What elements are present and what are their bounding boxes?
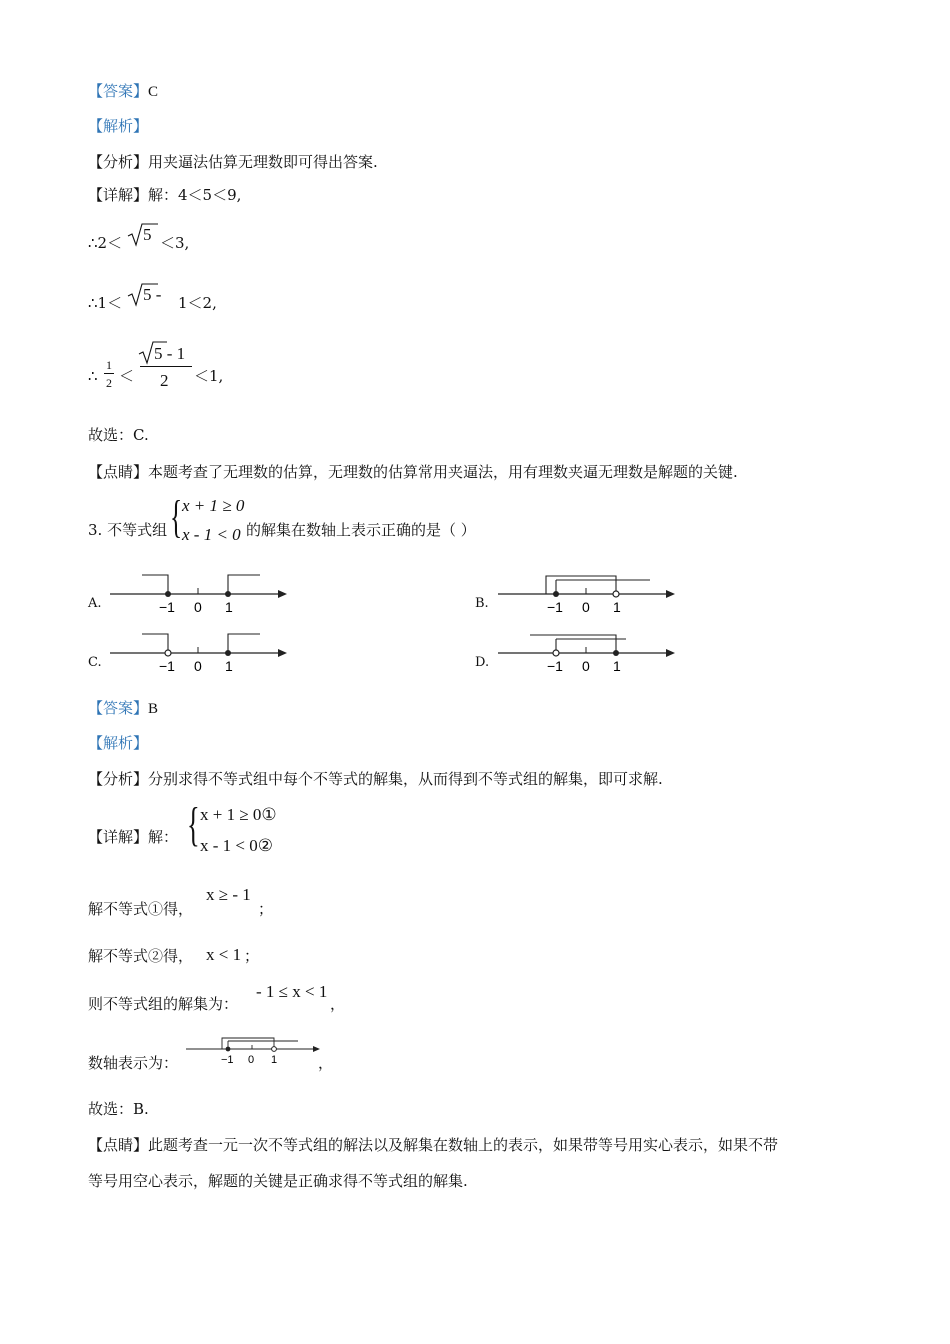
q2-choose: 故选：C. [88,426,149,444]
solve1-math: x ≥ - 1 [206,885,251,904]
step1-radicand: 5 [143,225,152,244]
set-math: - 1 ≤ x < 1 [256,982,328,1001]
q3-xiangjie-line [88,830,178,845]
numerator-radicand: 5 [154,344,163,363]
system-brace: { [187,798,200,851]
fenxi-text: 分别求得不等式组中每个不等式的解集，从而得到不等式组的解集，即可求解. [148,770,663,788]
xiangjie-tag: 【详解】 [88,828,149,846]
half-numerator: 1 [106,358,112,372]
xiangjie-text: 解： [148,828,179,846]
q2-fenxi-line [88,155,378,170]
option-c-label[interactable]: C. [88,655,102,670]
svg-text:1: 1 [613,599,621,615]
svg-text:−1: −1 [221,1054,234,1066]
dianjing-text-2: 等号用空心表示，解题的关键是正确求得不等式组的解集. [88,1172,468,1190]
set-end: ， [330,995,346,1013]
solve1-end: ； [258,900,274,918]
svg-text:1: 1 [613,658,621,674]
fenxi-text: 用夹逼法估算无理数即可得出答案. [148,153,378,171]
fenxi-tag: 【分析】 [88,153,149,171]
fenxi-tag: 【分析】 [88,770,149,788]
axis-text: 数轴表示为： [88,1054,179,1072]
system-ineq1: x + 1 ≥ 0① [200,805,277,824]
solution-number-line [186,1035,322,1069]
svg-text:1: 1 [225,599,233,615]
q3-dianjing-line1 [88,1138,778,1153]
xiangjie-tag: 【详解】 [88,186,149,204]
q3-answer-line [88,701,158,717]
svg-text:0: 0 [194,599,202,615]
q3-number: 3. 不等式组 [88,521,168,539]
step3-pre: ∴ [88,367,98,385]
option-c-number-line[interactable] [110,631,290,677]
solve2-text: 解不等式②得， [88,947,194,965]
option-d-number-line[interactable] [498,631,678,677]
dianjing-text: 本题考查了无理数的估算，无理数的估算常用夹逼法，用有理数夹逼无理数是解题的关键. [148,463,738,481]
answer-value: B [148,701,159,717]
fraction-bar [140,366,192,367]
q3-stem-rest: 的解集在数轴上表示正确的是（ ） [246,521,476,539]
q3-ineq2: x - 1 < 0 [182,525,241,544]
q3-fenxi-line [88,772,663,787]
q3-ineq1: x + 1 ≥ 0 [182,496,245,515]
answer-tag: 【答案】 [88,82,149,100]
dianjing-tag: 【点睛】 [88,1136,149,1154]
dianjing-tag: 【点睛】 [88,463,149,481]
svg-text:−1: −1 [159,599,175,615]
q2-xiangjie-line [88,188,241,203]
svg-text:1: 1 [271,1054,278,1066]
dianjing-text-1: 此题考查一元一次不等式组的解法以及解集在数轴上的表示，如果带等号用实心表示，如果不带 [148,1136,779,1154]
q2-dianjing-line [88,465,738,480]
set-text: 则不等式组的解集为： [88,995,239,1013]
answer-tag: 【答案】 [88,699,149,717]
fraction-denominator: 2 [160,371,169,390]
axis-end: ， [318,1054,334,1072]
svg-text:1: 1 [225,658,233,674]
step2-post: 1＜2, [178,294,217,312]
fraction-numerator [154,345,185,362]
option-b-number-line[interactable] [498,572,678,618]
svg-text:0: 0 [582,599,590,615]
step3-post: ＜1, [194,367,224,385]
q3-choose: 故选：B. [88,1100,149,1118]
svg-text:−1: −1 [159,658,175,674]
analysis-tag: 【解析】 [88,117,149,135]
solve1-text: 解不等式①得， [88,900,194,918]
numerator-rest: - 1 [162,344,186,363]
svg-text:0: 0 [194,658,202,674]
q2-answer-line [88,84,158,100]
option-a-number-line[interactable] [110,572,290,618]
step1-post: ＜3, [160,234,190,252]
half-fraction-bar [104,373,114,374]
svg-text:0: 0 [248,1054,255,1066]
step3-lt: ＜ [119,367,135,385]
xiangjie-text: 解：4＜5＜9, [148,186,242,204]
step2-pre: ∴1＜ [88,294,123,312]
system-brace: { [170,491,183,542]
option-a-label[interactable]: A. [88,596,102,611]
step1-pre: ∴2＜ [88,234,123,252]
solve2-end: ； [244,947,260,965]
solve2-math: x < 1 [206,945,242,964]
answer-value: C [148,84,159,100]
option-d-label[interactable]: D. [475,655,490,670]
svg-text:−1: −1 [547,658,563,674]
half-denominator: 2 [106,376,112,390]
svg-text:−1: −1 [547,599,563,615]
option-b-label[interactable]: B. [475,596,489,611]
analysis-tag: 【解析】 [88,734,149,752]
svg-text:0: 0 [582,658,590,674]
step2-radicand: 5 - [143,285,162,304]
system-ineq2: x - 1 < 0② [200,836,273,855]
